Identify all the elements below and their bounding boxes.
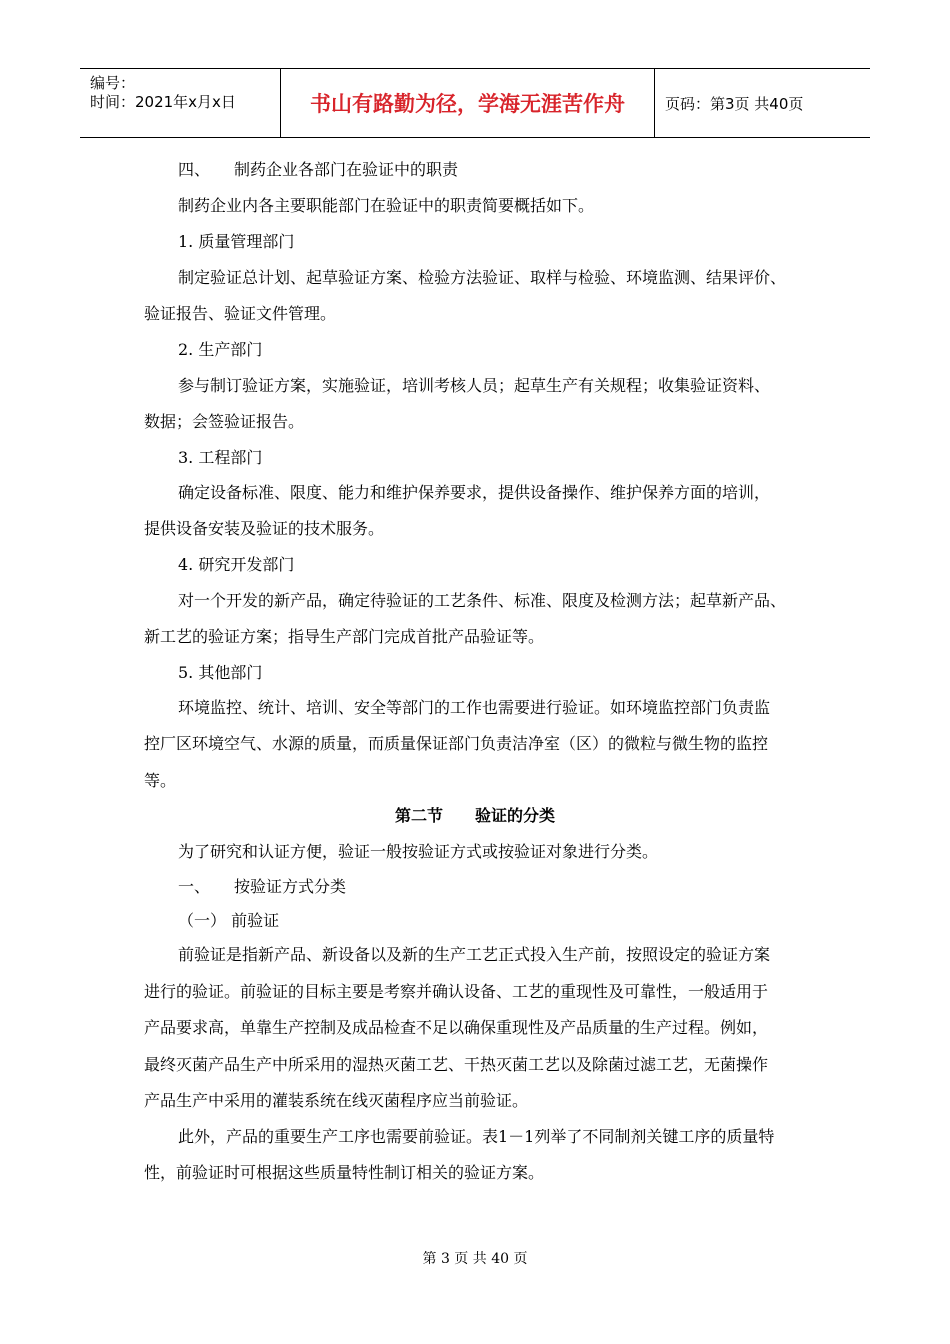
paragraph-line: 制定验证总计划、起草验证方案、检验方法验证、取样与检验、环境监测、结果评价、 bbox=[178, 268, 787, 287]
paragraph-line: 对一个开发的新产品，确定待验证的工艺条件、标准、限度及检测方法；起草新产品、 bbox=[178, 591, 787, 610]
subheading-line: 2. 生产部门 bbox=[178, 340, 263, 359]
paragraph-line: 为了研究和认证方便，验证一般按验证方式或按验证对象进行分类。 bbox=[178, 842, 659, 861]
paragraph-line: 产品要求高，单靠生产控制及成品检查不足以确保重现性及产品质量的生产过程。例如， bbox=[144, 1018, 769, 1037]
paragraph-line: 产品生产中采用的灌装系统在线灭菌程序应当前验证。 bbox=[144, 1091, 529, 1110]
subheading-line: 5. 其他部门 bbox=[178, 663, 263, 682]
page-footer: 第 3 页 共 40 页 bbox=[422, 1251, 528, 1267]
paragraph-line: 进行的验证。前验证的目标主要是考察并确认设备、工艺的重现性及可靠性，一般适用于 bbox=[144, 982, 769, 1001]
paragraph-line: 前验证是指新产品、新设备以及新的生产工艺正式投入生产前，按照设定的验证方案 bbox=[178, 945, 771, 964]
section-title: 第二节 验证的分类 bbox=[394, 806, 555, 825]
number-label: 编号： bbox=[90, 74, 136, 92]
date-label: 时间：2021年x月x日 bbox=[90, 93, 236, 111]
page-info: 页码：第3页 共40页 bbox=[665, 95, 804, 113]
heading-line: 一、 按验证方式分类 bbox=[178, 877, 347, 896]
paragraph-line: 参与制订验证方案，实施验证，培训考核人员；起草生产有关规程；收集验证资料、 bbox=[178, 376, 771, 395]
paragraph-line: 提供设备安装及验证的技术服务。 bbox=[144, 519, 385, 538]
heading-line: 四、 制药企业各部门在验证中的职责 bbox=[178, 160, 459, 179]
paragraph-line: 此外，产品的重要生产工序也需要前验证。表1－1列举了不同制剂关键工序的质量特 bbox=[178, 1127, 775, 1146]
paragraph-line: 控厂区环境空气、水源的质量，而质量保证部门负责洁净室（区）的微粒与微生物的监控 bbox=[144, 734, 769, 753]
subheading-line: 3. 工程部门 bbox=[178, 448, 263, 467]
paragraph-line: 确定设备标准、限度、能力和维护保养要求，提供设备操作、维护保养方面的培训， bbox=[178, 483, 771, 502]
subheading-line: （一） 前验证 bbox=[178, 911, 280, 930]
paragraph-line: 验证报告、验证文件管理。 bbox=[144, 304, 337, 323]
page-header bbox=[80, 68, 870, 138]
header-left-cell bbox=[80, 69, 280, 137]
paragraph-line: 最终灭菌产品生产中所采用的湿热灭菌工艺、干热灭菌工艺以及除菌过滤工艺，无菌操作 bbox=[144, 1055, 769, 1074]
paragraph-line: 性，前验证时可根据这些质量特性制订相关的验证方案。 bbox=[144, 1163, 545, 1182]
paragraph-line: 数据；会签验证报告。 bbox=[144, 412, 305, 431]
paragraph-line: 制药企业内各主要职能部门在验证中的职责简要概括如下。 bbox=[178, 196, 595, 215]
subheading-line: 4. 研究开发部门 bbox=[178, 555, 295, 574]
paragraph-line: 环境监控、统计、培训、安全等部门的工作也需要进行验证。如环境监控部门负责监 bbox=[178, 698, 771, 717]
motto: 书山有路勤为径，学海无涯苦作舟 bbox=[280, 69, 655, 137]
paragraph-line: 新工艺的验证方案；指导生产部门完成首批产品验证等。 bbox=[144, 627, 545, 646]
subheading-line: 1. 质量管理部门 bbox=[178, 232, 295, 251]
paragraph-line: 等。 bbox=[144, 771, 177, 790]
